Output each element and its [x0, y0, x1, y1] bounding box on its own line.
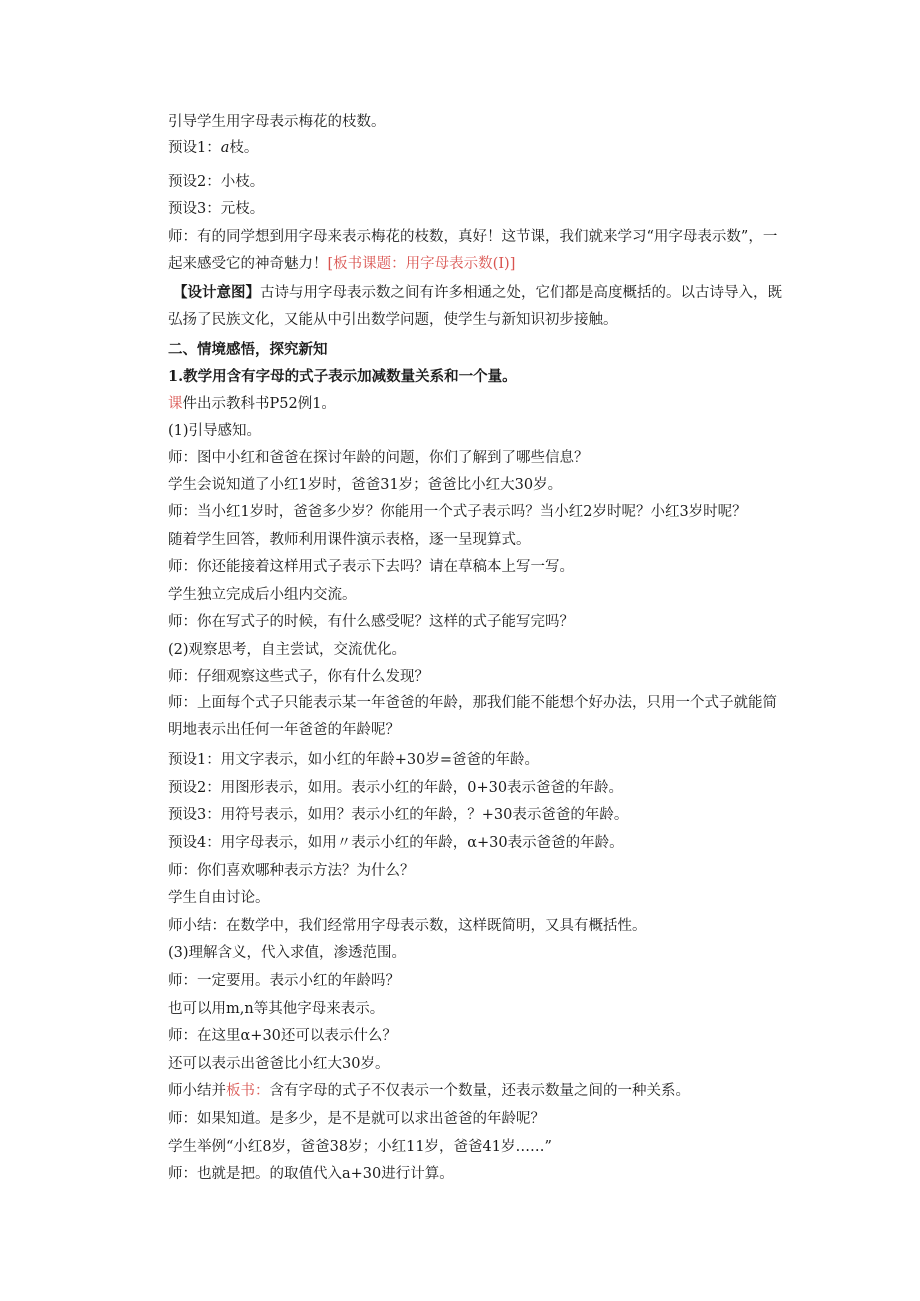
paragraph: 学生自由讨论。	[168, 890, 270, 906]
paragraph	[168, 1081, 808, 1101]
variable-a: a	[220, 140, 230, 156]
design-intent	[168, 279, 790, 334]
text-run: 师：有的同学想到用字母来表示梅花的枝数，真好！这节课，我们就来学习“用字母表示数”，一起来感受它的神奇魅力！	[168, 229, 778, 272]
paragraph: 预设4：用字母表示，如用〃表示小红的年龄，α+30表示爸爸的年龄。	[168, 835, 624, 851]
paragraph	[168, 394, 808, 414]
paragraph: 预设2：用图形表示，如用。表示小红的年龄，0+30表示爸爸的年龄。	[168, 780, 624, 796]
paragraph: 师：图中小红和爸爸在探讨年龄的问题，你们了解到了哪些信息？	[168, 450, 589, 466]
paragraph: 预设3：用符号表示，如用？表示小红的年龄，？+30表示爸爸的年龄。	[168, 807, 629, 823]
paragraph: 预设1：用文字表示，如小红的年龄+30岁=爸爸的年龄。	[168, 752, 539, 768]
paragraph: 学生独立完成后小组内交流。	[168, 587, 357, 603]
paragraph	[168, 138, 808, 158]
text-run: 古诗与用字母表示数之间有许多相通之处，它们都是高度概括的。以古诗导入，既弘扬了民族文化，又能从中引出数学问题，使学生与新知识初步接触。	[168, 285, 782, 328]
paragraph: 师：你还能接着这样用式子表示下去吗？请在草稿本上写一写。	[168, 559, 574, 575]
paragraph: 引导学生用字母表示梅花的枝数。	[168, 114, 386, 130]
paragraph: (1)引导感知。	[168, 423, 262, 439]
text-run: 枝。	[229, 140, 259, 156]
paragraph: 随着学生回答，教师利用课件演示表格，逐一呈现算式。	[168, 532, 531, 548]
paragraph: 师：当小红1岁时，爸爸多少岁？你能用一个式子表示吗？当小红2岁时呢？小红3岁时呢？	[168, 504, 747, 520]
text-run: 师小结并	[168, 1083, 226, 1099]
design-intent-label: 【设计意图】	[173, 284, 260, 301]
text-run: 含有字母的式子不仅表示一个数量，还表示数量之间的一种关系。	[269, 1083, 690, 1099]
text-run: 预设1：	[168, 140, 221, 156]
paragraph: (2)观察思考，自主尝试，交流优化。	[168, 642, 407, 658]
paragraph: 师：上面每个式子只能表示某一年爸爸的年龄，那我们能不能想个好办法，只用一个式子就能简明地表示出任何一年爸爸的年龄呢？	[168, 695, 777, 738]
paragraph: 学生举例“小红8岁，爸爸38岁；小红11岁，爸爸41岁……”	[168, 1139, 552, 1155]
subsection-heading: 1.教学用含有字母的式子表示加减数量关系和一个量。	[168, 368, 517, 385]
paragraph: 师：仔细观察这些式子，你有什么发现？	[168, 669, 429, 685]
paragraph: 还可以表示出爸爸比小红大30岁。	[168, 1056, 390, 1072]
text-run: 件出示教科书P52例1。	[182, 396, 336, 412]
paragraph: 也可以用m,n等其他字母来表示。	[168, 1001, 385, 1017]
paragraph: 师：如果知道。是多少，是不是就可以求出爸爸的年龄呢？	[168, 1111, 545, 1127]
paragraph: 学生会说知道了小红1岁时，爸爸31岁；爸爸比小红大30岁。	[168, 477, 563, 493]
section-heading: 二、情境感悟，探究新知	[168, 341, 328, 358]
paragraph: 师：在这里α+30还可以表示什么？	[168, 1028, 397, 1044]
paragraph	[168, 224, 790, 278]
paragraph: 预设2：小枝。	[168, 174, 265, 190]
highlight: 课	[168, 396, 183, 412]
board-note: [板书课题：用字母表示数(I)]	[327, 256, 516, 272]
paragraph: 预设3：元枝。	[168, 201, 265, 217]
paragraph: 师：你在写式子的时候，有什么感受呢？这样的式子能写完吗？	[168, 614, 574, 630]
board-note: 板书：	[226, 1083, 270, 1099]
paragraph: 师小结：在数学中，我们经常用字母表示数，这样既简明，又具有概括性。	[168, 918, 647, 934]
paragraph: 师：你们喜欢哪种表示方法？为什么？	[168, 863, 415, 879]
paragraph: (3)理解含义，代入求值，渗透范围。	[168, 945, 407, 961]
paragraph: 师：也就是把。的取值代入a+30进行计算。	[168, 1166, 454, 1182]
paragraph: 师：一定要用。表示小红的年龄吗？	[168, 973, 400, 989]
